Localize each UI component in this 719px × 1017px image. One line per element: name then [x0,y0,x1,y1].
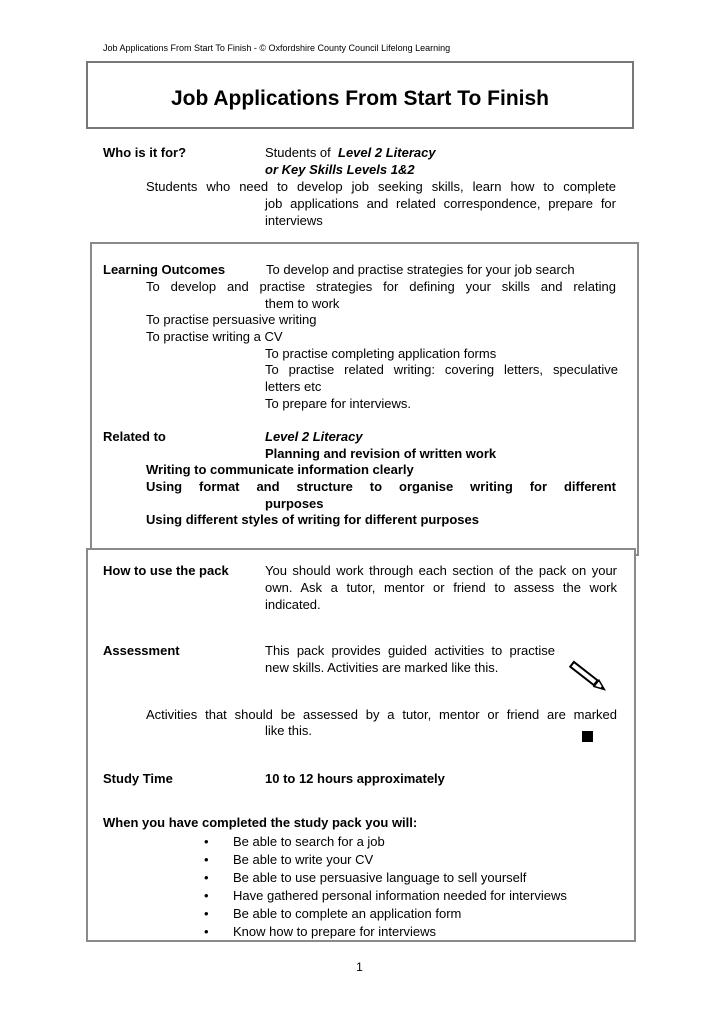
list-item: Be able to write your CV [233,852,374,867]
who-desc-rest: job applications and related correspondence, prepare for interviews [265,196,616,228]
pencil-icon [564,658,612,703]
related-label: Related to [103,429,166,444]
who-desc-first: Students who need to develop job seeking skills, learn how to complete [146,179,616,194]
outcome-item: To practise related writing: covering letters, speculative letters etc [265,362,618,394]
list-item: Have gathered personal information needed for interviews [233,888,567,903]
who-line1 [265,145,436,162]
how-label: How to use the pack [103,563,229,578]
assessment-tutor-rest: like this. [265,723,312,738]
list-item: Be able to complete an application form [233,906,462,921]
page-number: 1 [356,960,363,974]
page-title: Job Applications From Start To Finish [170,87,549,110]
outcome-item: To prepare for interviews. [265,396,411,411]
black-square-icon [582,731,593,742]
assessment-text: This pack provides guided activities to practise new skills. Activities are marked like this. [265,643,555,675]
outcome-item: To develop and practise strategies for defining your skills and relating [146,279,616,294]
how-text: You should work through each section of the pack on your own. Ask a tutor, mentor or friend to assess the work indicated. [265,563,617,612]
assessment-tutor-first: Activities that should be assessed by a tutor, mentor or friend are marked [146,707,617,722]
running-header: Job Applications From Start To Finish - © Oxfordshire County Council Lifelong Learning [103,43,451,53]
related-line: Using format and structure to organise writing for different [146,479,616,494]
completed-heading: When you have completed the study pack you will: [103,815,418,830]
bullet-icon: • [204,834,209,849]
bullet-icon: • [204,924,209,939]
list-item: Be able to search for a job [233,834,385,849]
list-item: Know how to prepare for interviews [233,924,437,939]
related-level: Level 2 Literacy [265,429,363,444]
assessment-label: Assessment [103,643,180,658]
study-value: 10 to 12 hours approximately [265,771,445,786]
bullet-icon: • [204,852,209,867]
outcome-item: To practise writing a CV [146,329,283,344]
outcome-item: To practise persuasive writing [146,312,317,327]
bullet-icon: • [204,888,209,903]
who-line1-level: Level 2 Literacy [338,145,436,160]
related-line: purposes [265,496,324,511]
outcomes-label: Learning Outcomes [103,262,226,277]
bullet-icon: • [204,906,209,921]
who-label: Who is it for? [103,145,187,160]
outcome-item: To develop and practise strategies for your job search [266,262,575,277]
study-label: Study Time [103,771,173,786]
related-line: Writing to communicate information clearly [146,462,414,477]
bullet-icon: • [204,870,209,885]
outcome-item: To practise completing application forms [265,346,497,361]
outcome-item: them to work [265,296,340,311]
related-line: Using different styles of writing for different purposes [146,512,479,527]
who-line2: or Key Skills Levels 1&2 [265,162,415,177]
list-item: Be able to use persuasive language to sell yourself [233,870,527,885]
who-line1-prefix: Students of [265,145,331,160]
related-line: Planning and revision of written work [265,446,497,461]
